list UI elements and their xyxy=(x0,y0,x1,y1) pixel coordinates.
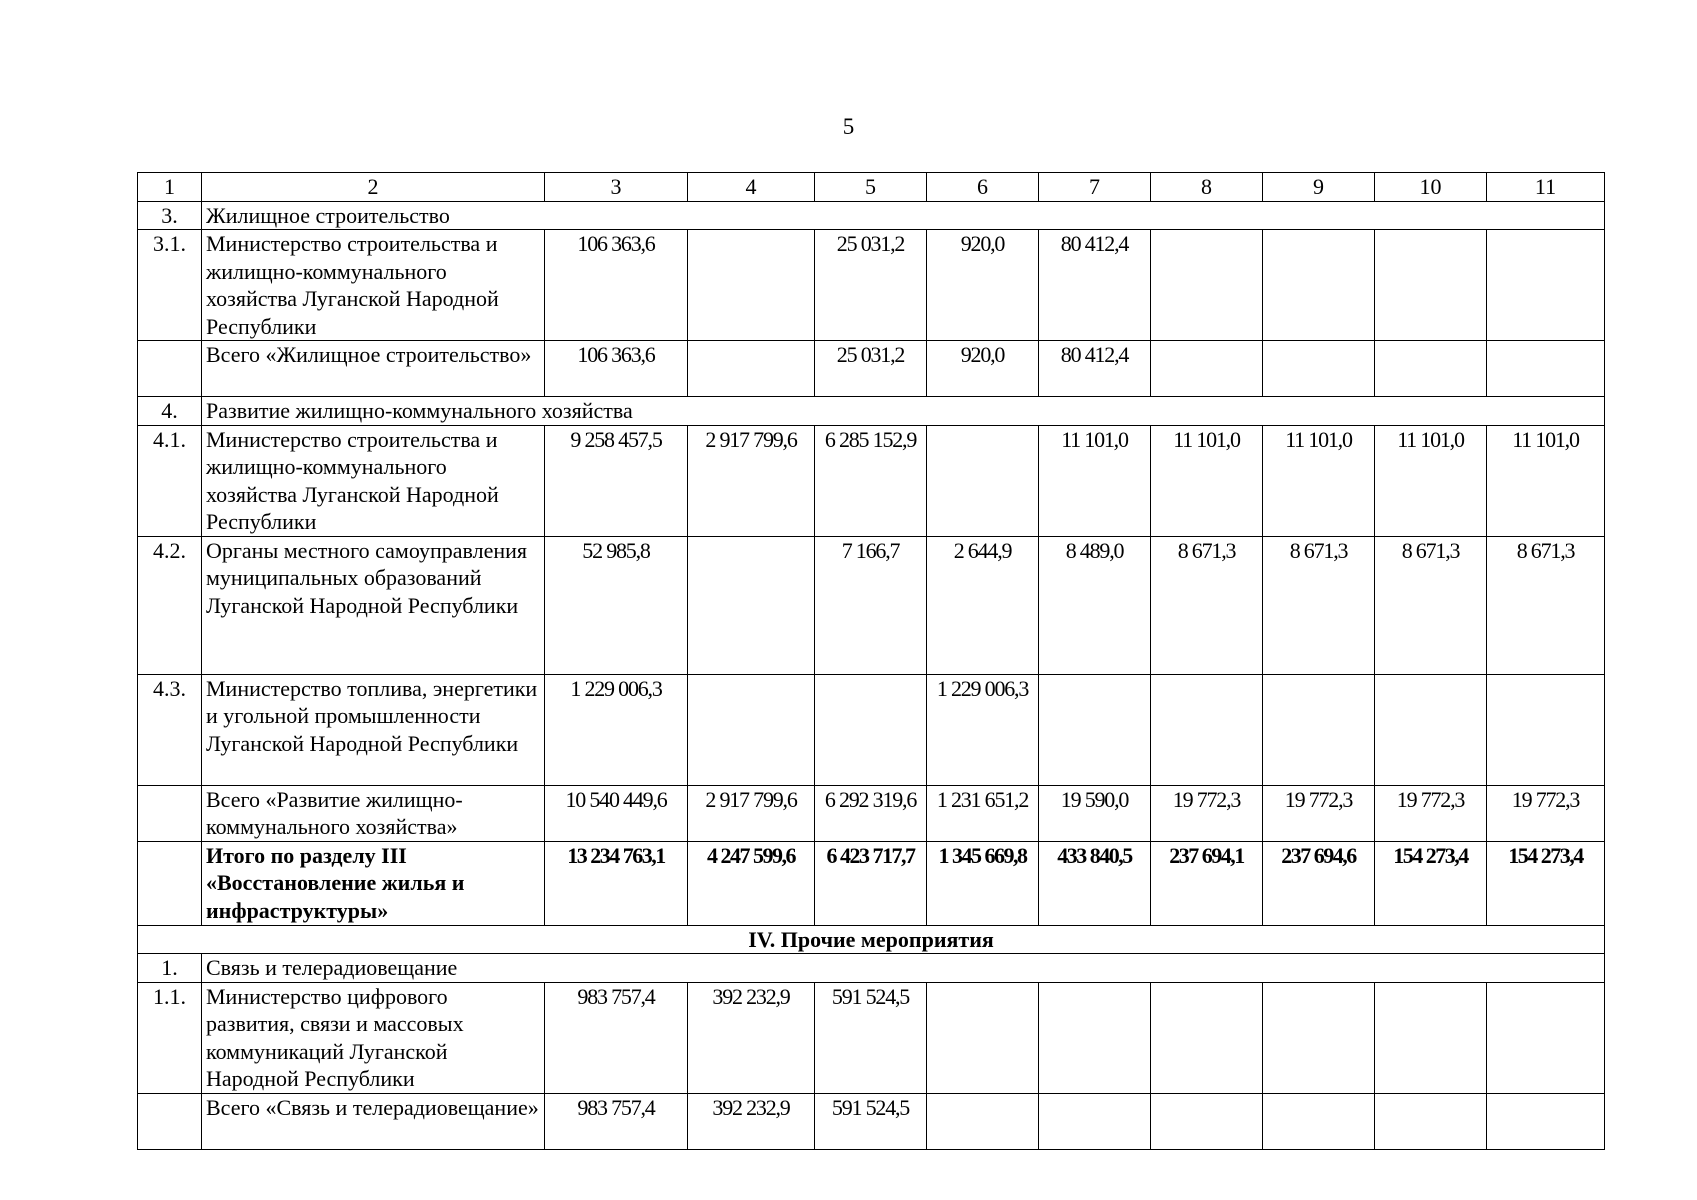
value-col-8: 237 694,1 xyxy=(1151,841,1263,925)
row-number xyxy=(138,785,202,841)
section-heading: IV. Прочие мероприятия xyxy=(138,925,1605,954)
value-col-11 xyxy=(1487,1093,1605,1149)
value-col-6 xyxy=(927,1093,1039,1149)
value-col-9: 237 694,6 xyxy=(1263,841,1375,925)
value-col-3: 983 757,4 xyxy=(545,1093,688,1149)
column-number-header-row xyxy=(138,173,1605,202)
value-col-8 xyxy=(1151,1093,1263,1149)
group-row xyxy=(138,954,1605,983)
value-col-9 xyxy=(1263,982,1375,1093)
row-number: 4. xyxy=(138,397,202,426)
column-number-3: 3 xyxy=(545,173,688,202)
value-col-7 xyxy=(1039,674,1151,785)
value-col-6 xyxy=(927,982,1039,1093)
value-col-11 xyxy=(1487,982,1605,1093)
row-number: 4.2. xyxy=(138,536,202,674)
value-col-11: 154 273,4 xyxy=(1487,841,1605,925)
value-col-3: 1 229 006,3 xyxy=(545,674,688,785)
section-heading-row xyxy=(138,925,1605,954)
value-col-6: 1 229 006,3 xyxy=(927,674,1039,785)
value-col-9 xyxy=(1263,341,1375,397)
value-col-5: 25 031,2 xyxy=(815,341,927,397)
value-col-3: 983 757,4 xyxy=(545,982,688,1093)
row-number xyxy=(138,1093,202,1149)
row-name: Органы местного самоуправления муниципальных образований Луганской Народной Республики xyxy=(202,536,545,674)
row-number xyxy=(138,841,202,925)
column-number-8: 8 xyxy=(1151,173,1263,202)
column-number-7: 7 xyxy=(1039,173,1151,202)
group-title: Жилищное строительство xyxy=(202,201,1605,230)
value-col-11: 11 101,0 xyxy=(1487,425,1605,536)
value-col-5: 6 292 319,6 xyxy=(815,785,927,841)
value-col-8 xyxy=(1151,341,1263,397)
value-col-10 xyxy=(1375,982,1487,1093)
row-number: 4.1. xyxy=(138,425,202,536)
value-col-6: 920,0 xyxy=(927,341,1039,397)
table-row xyxy=(138,425,1605,536)
value-col-5 xyxy=(815,674,927,785)
value-col-8: 19 772,3 xyxy=(1151,785,1263,841)
row-number xyxy=(138,341,202,397)
column-number-11: 11 xyxy=(1487,173,1605,202)
value-col-3: 10 540 449,6 xyxy=(545,785,688,841)
value-col-8: 11 101,0 xyxy=(1151,425,1263,536)
table-row xyxy=(138,982,1605,1093)
row-name: Министерство строительства и жилищно-коммунального хозяйства Луганской Народной Республики xyxy=(202,230,545,341)
group-title: Развитие жилищно-коммунального хозяйства xyxy=(202,397,1605,426)
value-col-10: 11 101,0 xyxy=(1375,425,1487,536)
column-number-6: 6 xyxy=(927,173,1039,202)
value-col-7 xyxy=(1039,982,1151,1093)
row-name: Министерство топлива, энергетики и угольной промышленности Луганской Народной Республики xyxy=(202,674,545,785)
row-name: Всего «Развитие жилищно-коммунального хозяйства» xyxy=(202,785,545,841)
value-col-8: 8 671,3 xyxy=(1151,536,1263,674)
subtotal-row xyxy=(138,1093,1605,1149)
value-col-11: 19 772,3 xyxy=(1487,785,1605,841)
row-name: Всего «Связь и телерадиовещание» xyxy=(202,1093,545,1149)
value-col-6 xyxy=(927,425,1039,536)
value-col-7: 80 412,4 xyxy=(1039,230,1151,341)
subtotal-row xyxy=(138,785,1605,841)
value-col-9 xyxy=(1263,230,1375,341)
value-col-6: 920,0 xyxy=(927,230,1039,341)
group-row xyxy=(138,397,1605,426)
value-col-7: 80 412,4 xyxy=(1039,341,1151,397)
value-col-10 xyxy=(1375,341,1487,397)
value-col-5: 6 285 152,9 xyxy=(815,425,927,536)
page-number: 5 xyxy=(842,114,855,139)
value-col-4 xyxy=(688,536,815,674)
value-col-3: 52 985,8 xyxy=(545,536,688,674)
column-number-5: 5 xyxy=(815,173,927,202)
value-col-7: 11 101,0 xyxy=(1039,425,1151,536)
value-col-4 xyxy=(688,341,815,397)
value-col-4: 392 232,9 xyxy=(688,1093,815,1149)
value-col-3: 106 363,6 xyxy=(545,230,688,341)
value-col-9: 8 671,3 xyxy=(1263,536,1375,674)
value-col-10: 154 273,4 xyxy=(1375,841,1487,925)
column-number-2: 2 xyxy=(202,173,545,202)
budget-table xyxy=(137,172,1605,1150)
row-number: 4.3. xyxy=(138,674,202,785)
value-col-4: 4 247 599,6 xyxy=(688,841,815,925)
value-col-7: 19 590,0 xyxy=(1039,785,1151,841)
value-col-8 xyxy=(1151,230,1263,341)
table-row xyxy=(138,536,1605,674)
value-col-5: 591 524,5 xyxy=(815,1093,927,1149)
value-col-6: 1 345 669,8 xyxy=(927,841,1039,925)
value-col-4: 2 917 799,6 xyxy=(688,425,815,536)
value-col-9 xyxy=(1263,1093,1375,1149)
value-col-7: 433 840,5 xyxy=(1039,841,1151,925)
value-col-6: 1 231 651,2 xyxy=(927,785,1039,841)
row-number: 1.1. xyxy=(138,982,202,1093)
column-number-10: 10 xyxy=(1375,173,1487,202)
row-number: 3.1. xyxy=(138,230,202,341)
value-col-7 xyxy=(1039,1093,1151,1149)
value-col-11 xyxy=(1487,341,1605,397)
row-name: Министерство строительства и жилищно-коммунального хозяйства Луганской Народной Республики xyxy=(202,425,545,536)
value-col-5: 591 524,5 xyxy=(815,982,927,1093)
value-col-10 xyxy=(1375,1093,1487,1149)
value-col-5: 7 166,7 xyxy=(815,536,927,674)
group-row xyxy=(138,201,1605,230)
value-col-4: 392 232,9 xyxy=(688,982,815,1093)
row-name: Министерство цифрового развития, связи и массовых коммуникаций Луганской Народной Республики xyxy=(202,982,545,1093)
row-number: 3. xyxy=(138,201,202,230)
value-col-4: 2 917 799,6 xyxy=(688,785,815,841)
value-col-11 xyxy=(1487,674,1605,785)
value-col-9 xyxy=(1263,674,1375,785)
section-total-row xyxy=(138,841,1605,925)
value-col-11 xyxy=(1487,230,1605,341)
value-col-8 xyxy=(1151,982,1263,1093)
value-col-3: 13 234 763,1 xyxy=(545,841,688,925)
subtotal-row xyxy=(138,341,1605,397)
value-col-10: 8 671,3 xyxy=(1375,536,1487,674)
value-col-9: 11 101,0 xyxy=(1263,425,1375,536)
value-col-3: 106 363,6 xyxy=(545,341,688,397)
column-number-4: 4 xyxy=(688,173,815,202)
value-col-8 xyxy=(1151,674,1263,785)
value-col-5: 6 423 717,7 xyxy=(815,841,927,925)
value-col-9: 19 772,3 xyxy=(1263,785,1375,841)
value-col-4 xyxy=(688,230,815,341)
column-number-1: 1 xyxy=(138,173,202,202)
row-name: Итого по разделу III «Восстановление жилья и инфраструктуры» xyxy=(202,841,545,925)
group-title: Связь и телерадиовещание xyxy=(202,954,1605,983)
row-number: 1. xyxy=(138,954,202,983)
value-col-6: 2 644,9 xyxy=(927,536,1039,674)
table-row xyxy=(138,230,1605,341)
value-col-10 xyxy=(1375,674,1487,785)
value-col-5: 25 031,2 xyxy=(815,230,927,341)
table-row xyxy=(138,674,1605,785)
value-col-10: 19 772,3 xyxy=(1375,785,1487,841)
value-col-3: 9 258 457,5 xyxy=(545,425,688,536)
row-name: Всего «Жилищное строительство» xyxy=(202,341,545,397)
value-col-10 xyxy=(1375,230,1487,341)
value-col-11: 8 671,3 xyxy=(1487,536,1605,674)
value-col-4 xyxy=(688,674,815,785)
column-number-9: 9 xyxy=(1263,173,1375,202)
value-col-7: 8 489,0 xyxy=(1039,536,1151,674)
